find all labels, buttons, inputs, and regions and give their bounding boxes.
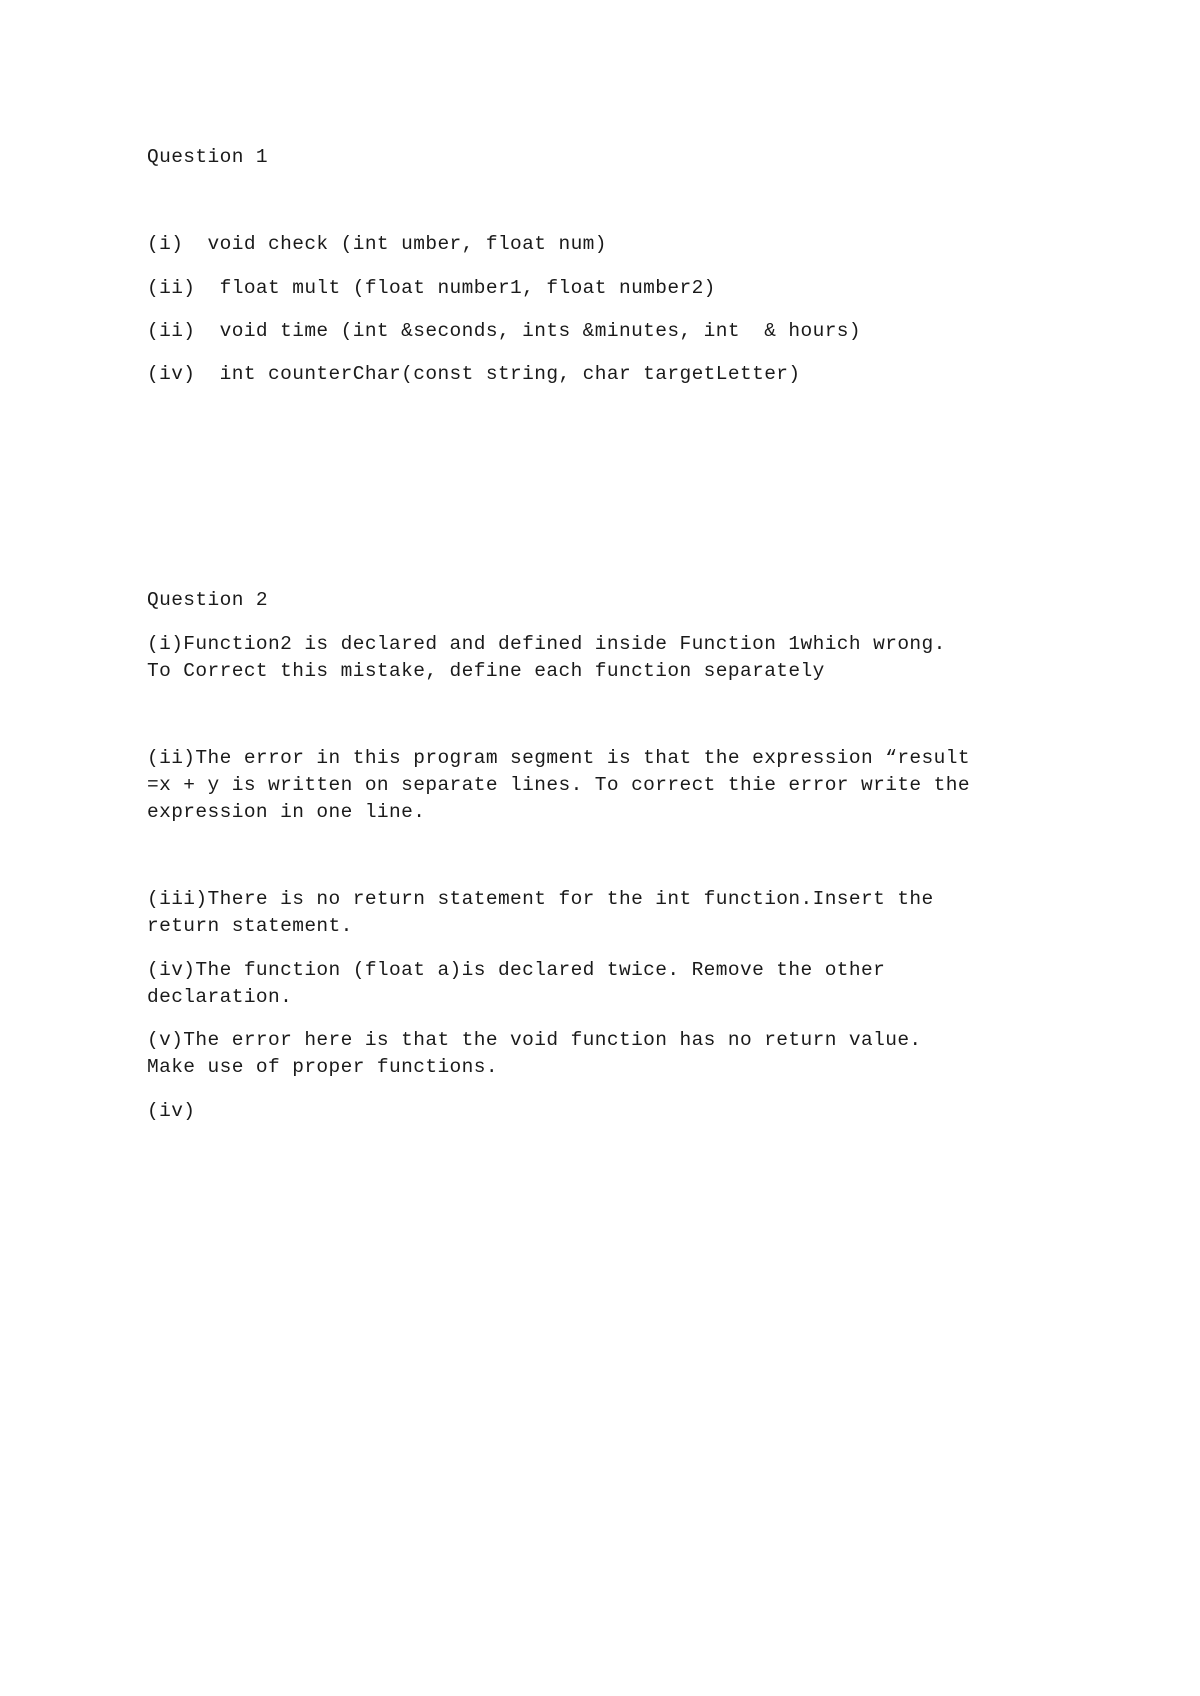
question-2-answer: (i)Function2 is declared and defined inside Function 1which wrong. To Correct this mistake, define each function separately: [147, 633, 946, 682]
question-2-answer: (v)The error here is that the void function has no return value. Make use of proper functions.: [147, 1029, 922, 1078]
question-2-heading: Question 2: [147, 589, 269, 611]
question-2-answer: (ii)The error in this program segment is that the expression “result =x + y is written on separate lines. To correct thie error write the expression in one line.: [147, 747, 970, 823]
question-1-item: (ii) void time (int &seconds, ints &minutes, int & hours): [147, 320, 862, 342]
question-2-answer: (iv): [147, 1100, 196, 1122]
question-2-answer: (iii)There is no return statement for the int function.Insert the return statement.: [147, 888, 934, 937]
question-2-answer: (iv)The function (float a)is declared twice. Remove the other declaration.: [147, 959, 886, 1008]
question-1-heading: Question 1: [147, 146, 269, 168]
question-1-item: (i) void check (int umber, float num): [147, 233, 607, 255]
question-1-item: (ii) float mult (float number1, float number2): [147, 277, 716, 299]
question-1-item: (iv) int counterChar(const string, char targetLetter): [147, 363, 801, 385]
